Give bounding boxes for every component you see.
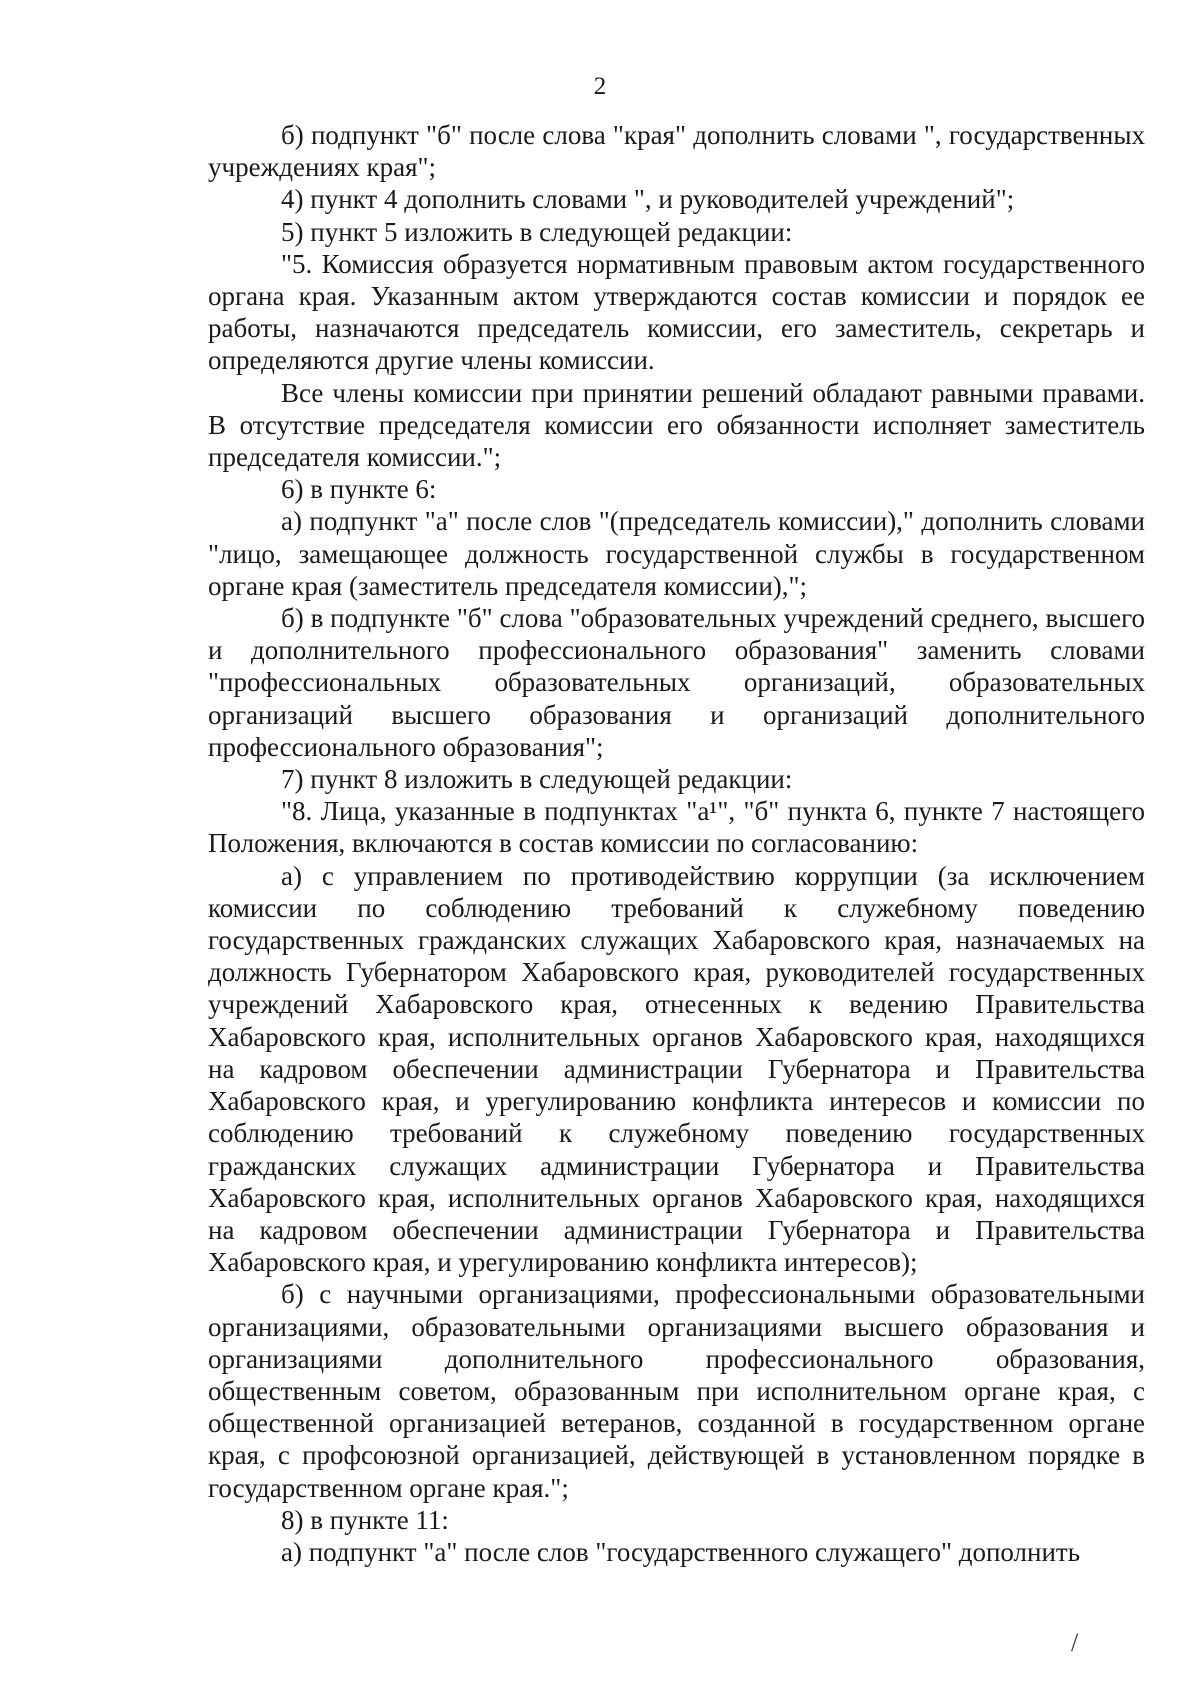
margin-mark: /: [1071, 1628, 1079, 1657]
paragraph-1b-subitem: б) подпункт "б" после слова "края" дополнить словами ", государственных учреждениях края";: [208, 120, 1145, 183]
paragraph-item-8b: б) с научными организациями, профессиональными образовательными организациями, образовательными организациями высшего образования и организациями дополнительного профессионального образования, общественным советом, образованным при исполнительном органе края, с общественной организацией ветеранов, созданной в государственном органе края, с профсоюзной организацией, действующей в установленном порядке в государственном органе края.";: [208, 1279, 1145, 1503]
paragraph-item-5-text-2: Все члены комиссии при принятии решений обладают равными правами. В отсутствие председателя комиссии его обязанности исполняет заместитель председателя комиссии.";: [208, 377, 1145, 473]
paragraph-item-4: 4) пункт 4 дополнить словами ", и руководителей учреждений";: [281, 184, 1015, 215]
paragraph-item-5: 5) пункт 5 изложить в следующей редакции:: [281, 216, 793, 247]
paragraph-item-8: 8) в пункте 11:: [281, 1504, 449, 1535]
paragraph-item-8a: а) с управлением по противодействию коррупции (за исключением комиссии по соблюдению требований к служебному поведению государственных гражданских служащих Хабаровского края, назначаемых на должность Губернатором Хабаровского края, руководителей государственных учреждений Хабаровского края, отнесенных к ведению Правительства Хабаровского края, исполнительных органов Хабаровского края, находящихся на кадровом обеспечении администрации Губернатора и Правительства Хабаровского края, и урегулированию конфликта интересов и комиссии по соблюдению требований к служебному поведению государственных гражданских служащих администрации Губернатора и Правительства Хабаровского края, исполнительных органов Хабаровского края, находящихся на кадровом обеспечении администрации Губернатора и Правительства Хабаровского края, и урегулированию конфликта интересов);: [208, 860, 1145, 1278]
paragraph-item-6a: а) подпункт "а" после слов "(председатель комиссии)," дополнить словами "лицо, замещающее должность государственной службы в государственном органе края (заместитель председателя комиссии),";: [208, 506, 1145, 601]
page-number: 2: [593, 73, 607, 100]
paragraph-item-8-11a: а) подпункт "а" после слов "государственного служащего" дополнить: [281, 1536, 1081, 1567]
document-body: [208, 119, 1145, 1568]
paragraph-item-7: 7) пункт 8 изложить в следующей редакции:: [281, 764, 793, 795]
paragraph-item-5-text: "5. Комиссия образуется нормативным правовым актом государственного органа края. Указанным актом утверждаются состав комиссии и порядок ее работы, назначаются председатель комиссии, его заместитель, секретарь и определяются другие члены комиссии.: [208, 248, 1145, 376]
paragraph-item-6b: б) в подпункте "б" слова "образовательных учреждений среднего, высшего и дополнительного профессионального образования" заменить словами "профессиональных образовательных организаций, образовательных организаций высшего образования и организаций дополнительного профессионального образования";: [208, 603, 1145, 762]
paragraph-item-8-text: "8. Лица, указанные в подпунктах "а¹", "б" пункта 6, пункте 7 настоящего Положения, включаются в состав комиссии по согласованию:: [208, 796, 1145, 859]
paragraph-item-6: 6) в пункте 6:: [281, 474, 437, 505]
